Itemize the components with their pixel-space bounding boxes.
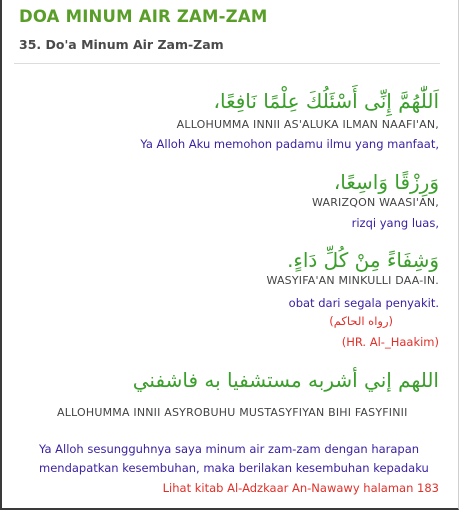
latin-line-2: WARIZQON WAASI'AN, [312,196,439,209]
translation-line-3: obat dari segala penyakit. [288,296,439,310]
latin-line-3: WASYIFA'AN MINKULLI DAA-IN. [266,274,439,287]
translation-line-1: Ya Alloh Aku memohon padamu ilmu yang manfaat, [140,137,439,151]
divider [14,63,440,64]
source-reference: Lihat kitab Al-Adzkaar An-Nawawy halaman 183 [162,481,439,495]
arabic-line-4: اللهم إني أشربه مستشفيا به فاشفني [132,368,439,392]
page-title: DOA MINUM AIR ZAM-ZAM [19,7,268,26]
section-subtitle: 35. Do'a Minum Air Zam-Zam [19,37,224,52]
latin-line-4: ALLOHUMMA INNII ASYROBUHU MUSTASYFIYAN BIHI FASYFINII [57,406,408,419]
arabic-line-3: وَشِفَاءً مِنْ كُلِّ دَاءٍ. [287,248,439,272]
hadith-reference-latin: (HR. Al-_Haakim) [341,335,439,349]
translation-line-4a: Ya Alloh sesungguhnya saya minum air zam-zam dengan harapan [39,442,420,456]
arabic-line-1: اَللّٰهُمَّ إِنِّى أَسْئَلُكَ عِلْمًا نَافِعًا، [213,89,439,113]
translation-line-2: rizqi yang luas, [351,216,439,230]
latin-line-1: ALLOHUMMA INNII AS'ALUKA ILMAN NAAFI'AN, [176,118,439,131]
arabic-line-2: وَرِزْقًا وَاسِعًا، [333,170,439,194]
hadith-reference-arabic: (رواه الحاكم) [329,314,393,328]
translation-line-4b: mendapatkan kesembuhan, maka berilakan kesembuhan kepadaku [39,461,429,475]
